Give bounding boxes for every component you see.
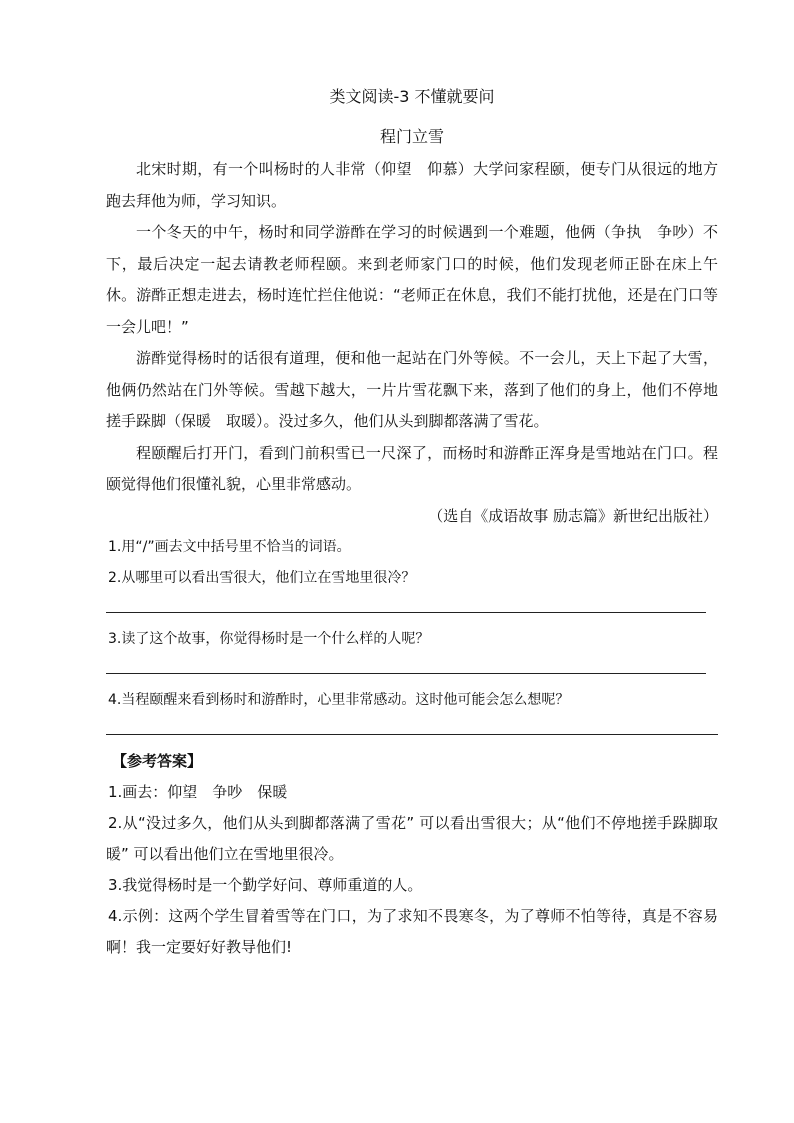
worksheet-content [106, 84, 718, 963]
answer-line-3[interactable] [106, 673, 706, 674]
story-paragraph: 游酢觉得杨时的话很有道理，便和他一起站在门外等候。不一会儿，天上下起了大雪，他俩仍然站在门外等候。雪越下越大，一片片雪花飘下来，落到了他们的身上，他们不停地搓手跺脚（保暖 取暖）。没过多久，他们从头到脚都落满了雪花。 [106, 349, 718, 430]
answer-line-2[interactable] [106, 612, 706, 613]
story-paragraph: 程颐醒后打开门，看到门前积雪已一尺深了，而杨时和游酢正浑身是雪地站在门口。程颐觉得他们很懂礼貌，心里非常感动。 [106, 443, 718, 493]
story-paragraph: 一个冬天的中午，杨时和同学游酢在学习的时候遇到一个难题，他俩（争执 争吵）不下，最后决定一起去请教老师程颐。来到老师家门口的时候，他们发现老师正卧在床上午休。游酢正想走进去，杨时连忙拦住他说：“老师正在休息，我们不能打扰他，还是在门口等一会儿吧！” [106, 223, 718, 336]
worksheet-title: 类文阅读-3 不懂就要问 [329, 87, 495, 106]
story-paragraph: 北宋时期，有一个叫杨时的人非常（仰望 仰慕）大学问家程颐，便专门从很远的地方跑去拜他为师，学习知识。 [106, 160, 718, 210]
question-1: 1.用“/”画去文中括号里不恰当的词语。 [108, 538, 351, 555]
answer-item: 2.从“没过多久，他们从头到脚都落满了雪花” 可以看出雪很大；从“他们不停地搓手跺脚取暖” 可以看出他们立在雪地里很冷。 [106, 813, 718, 863]
story-source: （选自《成语故事 励志篇》新世纪出版社） [428, 506, 718, 525]
answer-line-4[interactable] [106, 734, 718, 735]
question-4: 4.当程颐醒来看到杨时和游酢时，心里非常感动。这时他可能会怎么想呢？ [108, 691, 570, 708]
answers-heading: 【参考答案】 [112, 751, 203, 770]
story-title: 程门立雪 [379, 127, 444, 146]
answer-item: 1.画去：仰望 争吵 保暖 [108, 782, 288, 801]
question-2: 2.从哪里可以看出雪很大，他们立在雪地里很冷？ [108, 569, 416, 586]
question-3: 3.读了这个故事，你觉得杨时是一个什么样的人呢？ [108, 630, 430, 647]
answer-item: 4.示例：这两个学生冒着雪等在门口，为了求知不畏寒冬，为了尊师不怕等待，真是不容易啊！我一定要好好教导他们! [106, 906, 718, 956]
answer-item: 3.我觉得杨时是一个勤学好问、尊师重道的人。 [108, 875, 423, 894]
